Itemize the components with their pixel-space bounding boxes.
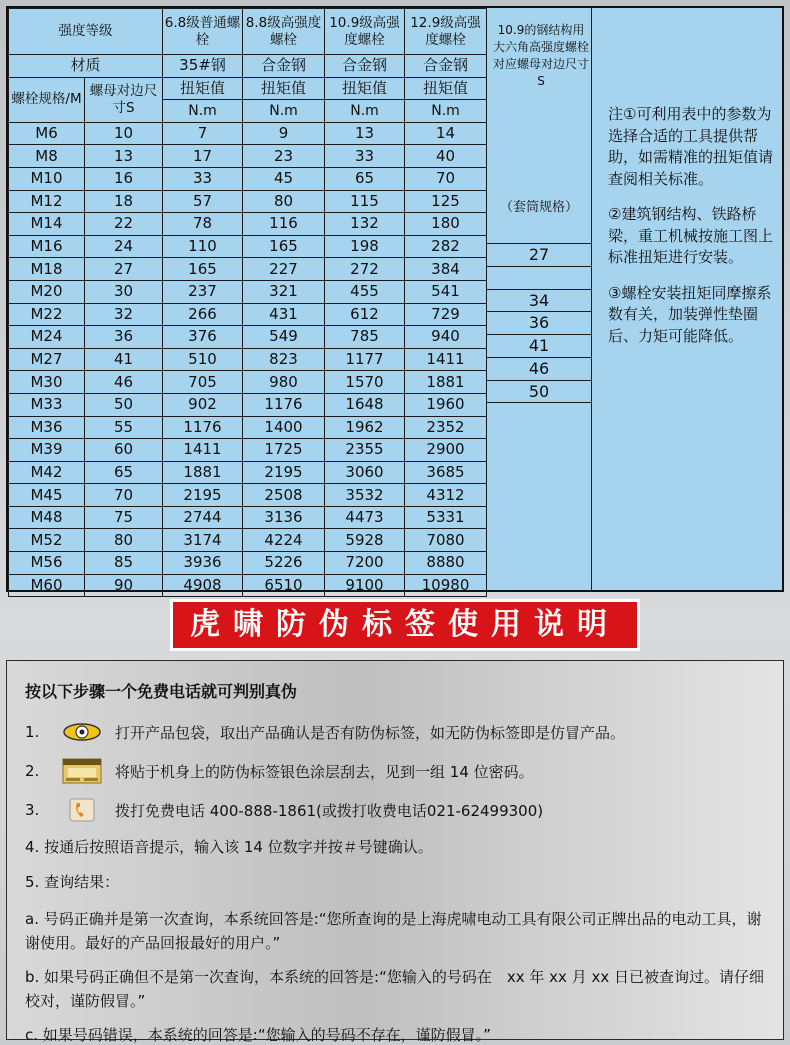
torque-value-cell: 1176	[243, 393, 325, 416]
bolt-size-cell: M33	[9, 393, 85, 416]
bolt-size-cell: M18	[9, 258, 85, 281]
table-row	[9, 213, 487, 236]
material-cell: 合金钢	[325, 55, 405, 78]
torque-panel	[6, 6, 784, 592]
grade-label: 强度等级	[9, 9, 163, 55]
torque-value-cell: 541	[405, 280, 487, 303]
bolt-size-cell: M52	[9, 529, 85, 552]
table-row	[9, 235, 487, 258]
bolt-size-cell: M60	[9, 574, 85, 597]
result-a: a. 号码正确并是第一次查询，本系统回答是:“您所查询的是上海虎啸电动工具有限公司正牌出品的电动工具，谢谢使用。最好的产品回报最好的用户。”	[25, 910, 762, 952]
torque-value-cell: 40	[405, 145, 487, 168]
reference-value: 50	[487, 380, 591, 403]
torque-value-cell: 3685	[405, 461, 487, 484]
nut-size-cell: 18	[85, 190, 163, 213]
bolt-size-cell: M27	[9, 348, 85, 371]
torque-value-cell: 9	[243, 122, 325, 145]
torque-value-cell: 80	[243, 190, 325, 213]
table-row	[9, 145, 487, 168]
grade-header: 8.8级高强度螺栓	[243, 9, 325, 55]
torque-value-cell: 4473	[325, 506, 405, 529]
torque-value-cell: 266	[163, 303, 243, 326]
table-row	[9, 258, 487, 281]
torque-value-cell: 1725	[243, 439, 325, 462]
torque-value-cell: 1962	[325, 416, 405, 439]
torque-value-cell: 384	[405, 258, 487, 281]
bolt-size-cell: M16	[9, 235, 85, 258]
notes	[608, 104, 778, 361]
reference-value: 34	[487, 289, 591, 312]
torque-value-cell: 549	[243, 326, 325, 349]
torque-value-cell: 1411	[405, 348, 487, 371]
table-row	[9, 529, 487, 552]
torque-value-cell: 7	[163, 122, 243, 145]
torque-value-cell: 785	[325, 326, 405, 349]
torque-value-cell: 33	[325, 145, 405, 168]
nut-size-cell: 80	[85, 529, 163, 552]
nut-size-cell: 65	[85, 461, 163, 484]
bolt-spec-label: 螺栓规格/M	[9, 77, 85, 122]
sleeve-spec-label: （套筒规格）	[499, 200, 578, 215]
torque-value-cell: 7080	[405, 529, 487, 552]
torque-value-cell: 940	[405, 326, 487, 349]
table-row	[9, 371, 487, 394]
nut-size-cell: 16	[85, 167, 163, 190]
nut-size-cell: 70	[85, 484, 163, 507]
step-5: 5. 查询结果：	[25, 873, 120, 891]
torque-value-cell: 1881	[405, 371, 487, 394]
eye-icon	[61, 720, 103, 744]
torque-value-cell: 4224	[243, 529, 325, 552]
torque-value-cell: 612	[325, 303, 405, 326]
nut-size-reference-column	[486, 8, 592, 590]
step-text: 拨打免费电话 400-888-1861(或拨打收费电话021-62499300)	[115, 801, 544, 820]
torque-value-cell: 3936	[163, 552, 243, 575]
table-row	[9, 167, 487, 190]
torque-value-cell: 70	[405, 167, 487, 190]
torque-value-cell: 132	[325, 213, 405, 236]
reference-value: 46	[487, 357, 591, 380]
torque-value-cell: 17	[163, 145, 243, 168]
torque-value-cell: 2195	[163, 484, 243, 507]
anti-counterfeit-banner: 虎啸防伪标签使用说明	[173, 602, 637, 648]
torque-value-cell: 1411	[163, 439, 243, 462]
torque-value-cell: 115	[325, 190, 405, 213]
nut-size-cell: 46	[85, 371, 163, 394]
torque-value-cell: 5226	[243, 552, 325, 575]
torque-value-cell: 272	[325, 258, 405, 281]
bolt-size-cell: M56	[9, 552, 85, 575]
torque-value-cell: 980	[243, 371, 325, 394]
torque-value-cell: 3532	[325, 484, 405, 507]
unit-cell: N.m	[325, 100, 405, 123]
material-cell: 合金钢	[243, 55, 325, 78]
torque-value-cell: 4908	[163, 574, 243, 597]
torque-value-cell: 1177	[325, 348, 405, 371]
grade-header: 12.9级高强度螺栓	[405, 9, 487, 55]
bolt-size-cell: M30	[9, 371, 85, 394]
nut-size-cell: 60	[85, 439, 163, 462]
nut-size-cell: 85	[85, 552, 163, 575]
table-row	[9, 439, 487, 462]
torque-value-cell: 1570	[325, 371, 405, 394]
torque-value-cell: 282	[405, 235, 487, 258]
torque-value-cell: 116	[243, 213, 325, 236]
torque-value-cell: 1400	[243, 416, 325, 439]
torque-value-cell: 13	[325, 122, 405, 145]
torque-value-cell: 455	[325, 280, 405, 303]
torque-value-cell: 227	[243, 258, 325, 281]
table-row	[9, 461, 487, 484]
nut-size-cell: 75	[85, 506, 163, 529]
torque-value-cell: 9100	[325, 574, 405, 597]
torque-value-cell: 2355	[325, 439, 405, 462]
torque-value-cell: 431	[243, 303, 325, 326]
torque-value-cell: 23	[243, 145, 325, 168]
nut-size-cell: 55	[85, 416, 163, 439]
step-number: 2.	[25, 762, 40, 780]
table-row	[9, 574, 487, 597]
nut-size-cell: 22	[85, 213, 163, 236]
torque-value-cell: 2352	[405, 416, 487, 439]
reference-header: 10.9的钢结构用大六角高强度螺栓对应螺母对边尺寸S	[493, 23, 590, 88]
nut-size-cell: 13	[85, 145, 163, 168]
torque-label: 扭矩值	[325, 77, 405, 100]
reference-divider	[487, 402, 591, 403]
torque-value-cell: 5331	[405, 506, 487, 529]
torque-value-cell: 729	[405, 303, 487, 326]
torque-value-cell: 110	[163, 235, 243, 258]
torque-value-cell: 2508	[243, 484, 325, 507]
torque-value-cell: 14	[405, 122, 487, 145]
note-2: ②建筑钢结构、铁路桥梁，重工机械按施工图上标准扭矩进行安装。	[608, 205, 774, 266]
bolt-size-cell: M48	[9, 506, 85, 529]
bolt-size-cell: M8	[9, 145, 85, 168]
unit-cell: N.m	[243, 100, 325, 123]
grade-header: 6.8级普通螺栓	[163, 9, 243, 55]
instructions-panel	[6, 660, 784, 1044]
table-row	[9, 348, 487, 371]
note-1: 注①可利用表中的参数为选择合适的工具提供帮助，如需精准的扭矩值请查阅相关标准。	[608, 105, 774, 188]
torque-value-cell: 237	[163, 280, 243, 303]
bolt-size-cell: M24	[9, 326, 85, 349]
table-row	[9, 326, 487, 349]
nut-size-cell: 41	[85, 348, 163, 371]
phone-icon	[61, 798, 103, 822]
nut-size-label: 螺母对边尺寸S	[85, 77, 163, 122]
torque-value-cell: 2195	[243, 461, 325, 484]
step-text: 将贴于机身上的防伪标签银色涂层刮去，见到一组 14 位密码。	[115, 762, 534, 781]
step-4: 4. 按通后按照语音提示，输入该 14 位数字并按＃号键确认。	[25, 838, 433, 856]
torque-label: 扭矩值	[243, 77, 325, 100]
torque-value-cell: 65	[325, 167, 405, 190]
torque-value-cell: 165	[163, 258, 243, 281]
nut-size-cell: 10	[85, 122, 163, 145]
result-b: b. 如果号码正确但不是第一次查询，本系统的回答是:“您输入的号码在 xx 年 xx 月 xx 日已被查询过。请仔细校对，谨防假冒。”	[25, 968, 764, 1010]
torque-value-cell: 2744	[163, 506, 243, 529]
torque-label: 扭矩值	[163, 77, 243, 100]
torque-value-cell: 823	[243, 348, 325, 371]
torque-value-cell: 57	[163, 190, 243, 213]
bolt-size-cell: M12	[9, 190, 85, 213]
torque-value-cell: 3060	[325, 461, 405, 484]
step-text: 打开产品包袋，取出产品确认是否有防伪标签，如无防伪标签即是仿冒产品。	[115, 723, 626, 742]
step-3	[25, 798, 783, 822]
table-row	[9, 393, 487, 416]
label-sticker-icon	[61, 759, 103, 783]
step-number: 3.	[25, 801, 40, 819]
bolt-size-cell: M22	[9, 303, 85, 326]
torque-value-cell: 33	[163, 167, 243, 190]
unit-cell: N.m	[405, 100, 487, 123]
torque-value-cell: 7200	[325, 552, 405, 575]
bolt-size-cell: M45	[9, 484, 85, 507]
torque-value-cell: 180	[405, 213, 487, 236]
bolt-size-cell: M42	[9, 461, 85, 484]
nut-size-cell: 27	[85, 258, 163, 281]
table-row	[9, 552, 487, 575]
torque-value-cell: 321	[243, 280, 325, 303]
torque-value-cell: 198	[325, 235, 405, 258]
bolt-size-cell: M39	[9, 439, 85, 462]
torque-value-cell: 1960	[405, 393, 487, 416]
torque-value-cell: 2900	[405, 439, 487, 462]
torque-value-cell: 125	[405, 190, 487, 213]
bolt-size-cell: M6	[9, 122, 85, 145]
bolt-size-cell: M36	[9, 416, 85, 439]
torque-value-cell: 705	[163, 371, 243, 394]
torque-value-cell: 1648	[325, 393, 405, 416]
material-cell: 35#钢	[163, 55, 243, 78]
step-1	[25, 720, 783, 744]
table-row	[9, 506, 487, 529]
bolt-size-cell: M14	[9, 213, 85, 236]
step-number: 1.	[25, 723, 40, 741]
grade-header: 10.9级高强度螺栓	[325, 9, 405, 55]
torque-value-cell: 4312	[405, 484, 487, 507]
torque-value-cell: 3174	[163, 529, 243, 552]
torque-value-cell: 1881	[163, 461, 243, 484]
bolt-size-cell: M10	[9, 167, 85, 190]
torque-value-cell: 78	[163, 213, 243, 236]
material-cell: 合金钢	[405, 55, 487, 78]
table-row	[9, 280, 487, 303]
table-row	[9, 122, 487, 145]
torque-value-cell: 10980	[405, 574, 487, 597]
material-label: 材质	[9, 55, 163, 78]
torque-label: 扭矩值	[405, 77, 487, 100]
bolt-size-cell: M20	[9, 280, 85, 303]
nut-size-cell: 30	[85, 280, 163, 303]
nut-size-cell: 90	[85, 574, 163, 597]
torque-value-cell: 6510	[243, 574, 325, 597]
unit-cell: N.m	[163, 100, 243, 123]
nut-size-cell: 36	[85, 326, 163, 349]
torque-value-cell: 45	[243, 167, 325, 190]
table-row	[9, 416, 487, 439]
torque-value-cell: 902	[163, 393, 243, 416]
step-2	[25, 759, 783, 783]
table-row	[9, 303, 487, 326]
table-row	[9, 484, 487, 507]
torque-value-cell: 376	[163, 326, 243, 349]
nut-size-cell: 24	[85, 235, 163, 258]
reference-value: 36	[487, 311, 591, 334]
banner-frame	[170, 599, 640, 651]
nut-size-cell: 50	[85, 393, 163, 416]
reference-value: 27	[487, 243, 591, 266]
torque-value-cell: 510	[163, 348, 243, 371]
nut-size-cell: 32	[85, 303, 163, 326]
reference-value	[487, 266, 591, 289]
torque-table	[8, 8, 487, 597]
table-row	[9, 190, 487, 213]
torque-value-cell: 8880	[405, 552, 487, 575]
torque-value-cell: 5928	[325, 529, 405, 552]
torque-value-cell: 1176	[163, 416, 243, 439]
reference-value: 41	[487, 334, 591, 357]
torque-value-cell: 3136	[243, 506, 325, 529]
steps-title: 按以下步骤一个免费电话就可判别真伪	[25, 682, 298, 701]
note-3: ③螺栓安装扭矩同摩擦系数有关，加装弹性垫圈后、力矩可能降低。	[608, 283, 772, 345]
result-c: c. 如果号码错误，本系统的回答是:“您输入的号码不存在，谨防假冒。”	[25, 1026, 491, 1044]
torque-value-cell: 165	[243, 235, 325, 258]
